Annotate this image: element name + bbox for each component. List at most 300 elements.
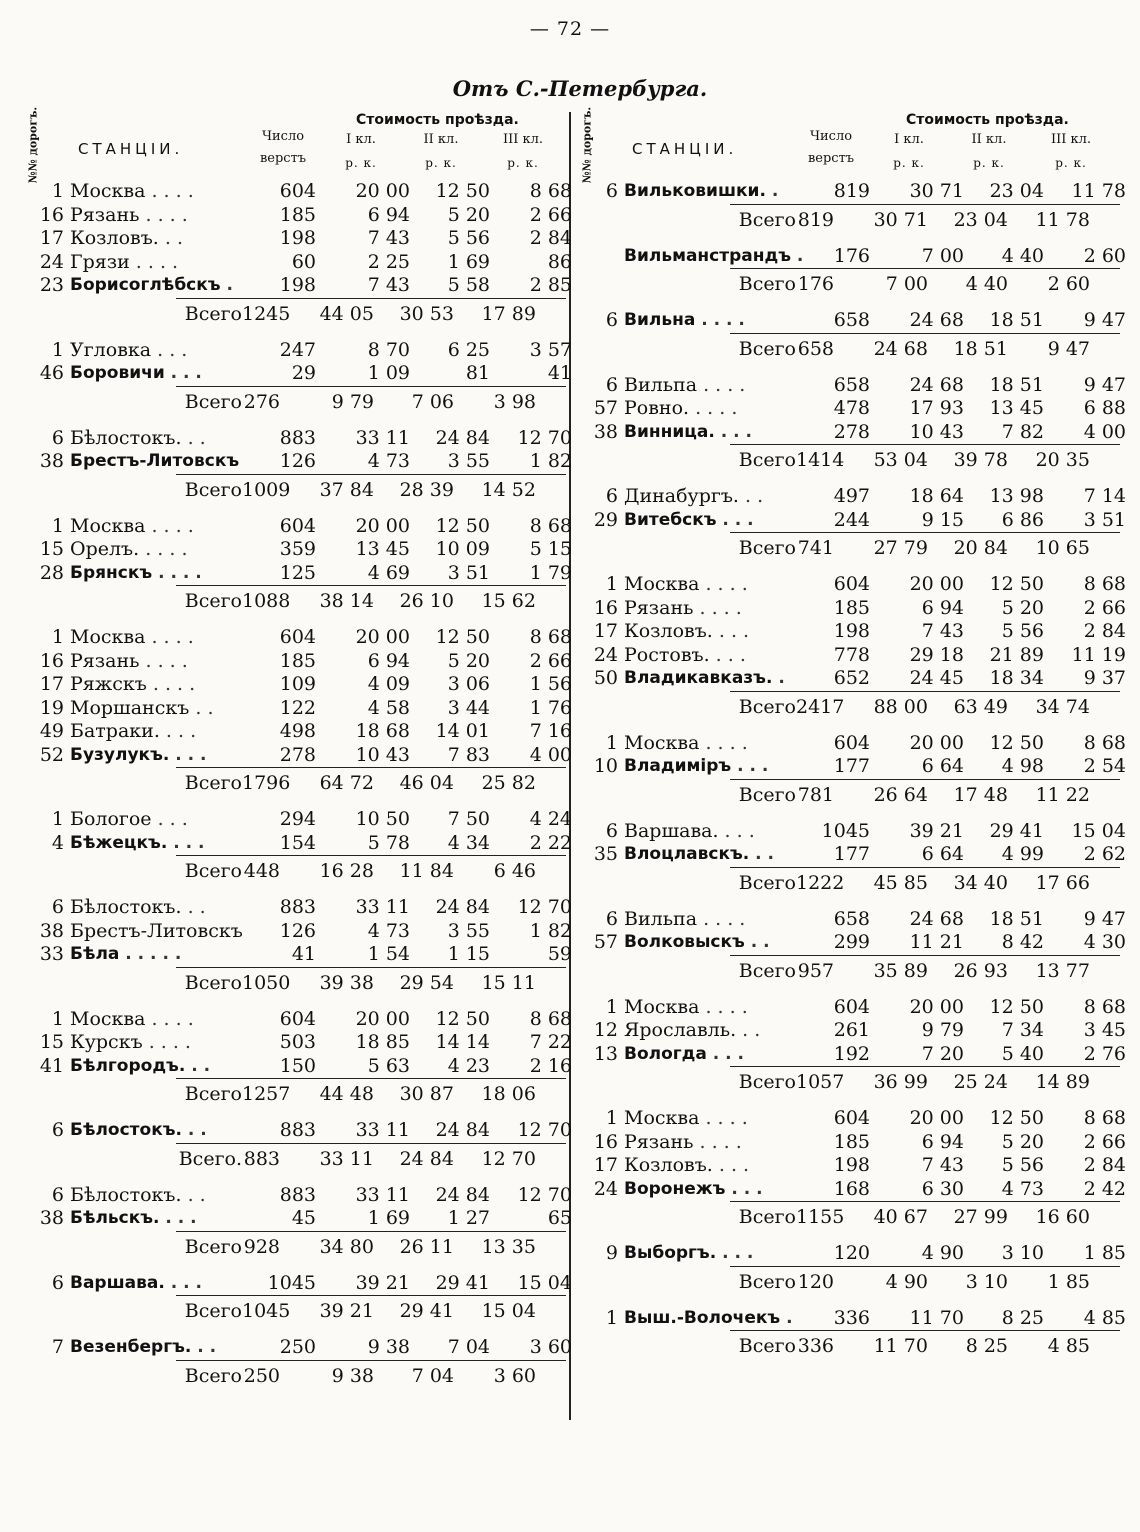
table-row	[26, 1207, 572, 1231]
leader-dots: . .	[185, 1055, 211, 1076]
total-class2: 29 54	[399, 971, 454, 994]
class3-fare: 7 22	[529, 1031, 572, 1053]
leader-dots: . . . .	[139, 649, 188, 672]
total-row	[730, 444, 1120, 473]
class3-fare: 7 14	[1083, 485, 1126, 507]
table-row	[580, 667, 1126, 691]
station-name-text: Рязань	[624, 1130, 694, 1153]
station-name-text: Козловъ.	[70, 227, 159, 249]
route-group	[580, 907, 1126, 984]
versts-value: 604	[833, 731, 870, 754]
class2-fare: 3 55	[447, 450, 490, 472]
road-number: 17	[39, 227, 64, 249]
total-row	[730, 691, 1120, 720]
total-versts: 928	[243, 1235, 280, 1258]
route-group	[580, 180, 1126, 233]
total-label: Всего	[738, 783, 796, 806]
table-row	[580, 1177, 1126, 1202]
versts-value: 604	[279, 514, 316, 537]
station-name-text: Курскъ	[70, 1031, 143, 1053]
road-number: 17	[39, 673, 64, 695]
station-name	[70, 1031, 252, 1055]
total-versts: 120	[797, 1270, 834, 1293]
versts-value: 126	[279, 450, 316, 472]
station-name	[70, 362, 252, 386]
versts-value: 41	[291, 943, 316, 965]
total-class2: 39 78	[953, 449, 1008, 471]
class1-fare: 6 94	[367, 649, 410, 672]
leader-dots: . .	[181, 1183, 206, 1206]
class2-fare: 5 20	[1001, 1130, 1044, 1153]
class1-fare: 4 09	[367, 673, 410, 695]
table-row	[580, 573, 1126, 597]
versts-value: 29	[291, 362, 316, 384]
road-number: 38	[39, 919, 64, 942]
class2-fare: 7 50	[447, 808, 490, 830]
class1-fare: 1 69	[367, 1207, 410, 1229]
class2-fare: 3 51	[447, 561, 490, 584]
class2-fare: 12 50	[435, 626, 490, 648]
leader-dots: .	[765, 181, 779, 201]
class3-fare: 9 47	[1083, 907, 1126, 930]
station-name-text: Динабургъ.	[624, 485, 739, 507]
total-row	[176, 767, 566, 796]
total-class3: 1 85	[1047, 1270, 1090, 1293]
class3-fare: 2 84	[529, 227, 572, 249]
station-name	[70, 274, 252, 298]
total-class2: 4 40	[965, 273, 1008, 295]
class1-fare: 20 00	[355, 1007, 410, 1030]
total-versts: 336	[797, 1335, 834, 1357]
station-name-text: Ровно.	[624, 397, 690, 419]
station-name-text: Бѣла	[70, 944, 120, 964]
leader-dots: . . .	[164, 1272, 202, 1293]
leader-dots: . .	[181, 1120, 207, 1140]
station-name	[70, 562, 252, 586]
class3-fare: 8 68	[529, 626, 572, 648]
station-name	[70, 650, 252, 674]
class1-fare: 7 43	[367, 274, 410, 296]
total-label: Всего.	[178, 1147, 242, 1170]
class3-fare: 65	[547, 1207, 572, 1229]
class1-fare: 6 64	[921, 843, 964, 865]
class1-fare: 39 21	[355, 1271, 410, 1294]
cost-header: Стоимость проѣзда.	[356, 112, 519, 128]
total-versts: 1414	[796, 449, 845, 471]
table-row	[26, 696, 572, 721]
road-number: 1	[51, 1007, 64, 1030]
total-class3: 13 77	[1035, 959, 1090, 982]
route-group	[580, 1107, 1126, 1230]
road-number: 52	[39, 743, 64, 766]
class3-fare: 2 85	[529, 274, 572, 296]
leader-dots: . . .	[709, 643, 746, 666]
leader-dots: . .	[191, 1337, 217, 1357]
leader-dots: . . .	[725, 1178, 763, 1199]
table-row	[580, 420, 1126, 445]
station-name-text: Бѣльскъ.	[70, 1208, 160, 1228]
road-number: 29	[593, 508, 618, 531]
total-class2: 8 25	[965, 1335, 1008, 1357]
class1-fare: 18 85	[355, 1031, 410, 1053]
class2-fare: 13 98	[989, 485, 1044, 507]
total-class3: 4 85	[1047, 1335, 1090, 1357]
road-number: 41	[39, 1054, 64, 1077]
leader-dots: . .	[181, 896, 206, 918]
road-number: 1	[605, 731, 618, 754]
leader-dots: . . . .	[693, 596, 742, 619]
leader-dots: .	[772, 668, 785, 688]
versts-value: 125	[279, 561, 316, 584]
station-name	[70, 427, 252, 451]
road-number: 1	[51, 626, 64, 648]
class1-fare: 18 68	[355, 720, 410, 742]
versts-value: 604	[833, 573, 870, 595]
station-name-text: Рязань	[70, 649, 140, 672]
rk-header: р. к.	[893, 156, 925, 170]
table-row	[26, 1007, 572, 1032]
leader-dots: .	[791, 245, 804, 266]
leader-dots: . . .	[731, 756, 769, 776]
total-class2: 18 51	[953, 337, 1008, 360]
total-class3: 12 70	[481, 1147, 536, 1170]
class3-fare: 2 66	[1083, 1130, 1126, 1153]
total-class1: 27 79	[873, 537, 928, 559]
table-row	[580, 755, 1126, 779]
table-row	[580, 397, 1126, 421]
station-name-text: Везенбергъ.	[70, 1337, 192, 1357]
station-name	[624, 908, 812, 932]
total-class2: 34 40	[953, 871, 1008, 894]
class2-fare: 12 50	[989, 573, 1044, 595]
table-row	[580, 1130, 1126, 1155]
station-name-text: Варшава.	[70, 1272, 165, 1293]
table-row	[26, 250, 572, 275]
station-name	[624, 996, 812, 1020]
class3-fare: 86	[547, 250, 572, 273]
versts-value: 604	[279, 1007, 316, 1030]
station-name	[624, 667, 812, 691]
road-number	[580, 245, 624, 269]
leader-dots: . . . .	[699, 731, 748, 754]
station-name	[70, 808, 252, 832]
road-number: 49	[39, 720, 64, 742]
total-class1: 44 05	[319, 302, 374, 325]
station-name-text: Владикавказъ.	[624, 668, 773, 688]
class3-header: III кл.	[1050, 132, 1092, 147]
versts-value: 503	[279, 1031, 316, 1053]
leader-dots: . . .	[164, 363, 202, 383]
station-name-text: Ярославль.	[624, 1019, 737, 1041]
station-name-text: Варшава.	[624, 819, 719, 842]
table-row	[580, 1042, 1126, 1067]
station-name-text: Бѣлостокъ.	[70, 896, 182, 918]
station-name-text: Козловъ.	[624, 1154, 713, 1176]
table-row	[580, 843, 1126, 867]
table-row	[26, 561, 572, 586]
versts-value: 126	[279, 919, 316, 942]
versts-value: 250	[279, 1336, 316, 1358]
right-table-body	[580, 180, 1126, 1359]
route-group	[26, 426, 572, 503]
total-class3: 34 74	[1035, 695, 1090, 718]
class3-fare: 12 70	[517, 1119, 572, 1141]
class3-fare: 5 15	[529, 538, 572, 560]
class3-fare: 12 70	[517, 896, 572, 918]
road-number: 6	[605, 485, 618, 507]
total-class3: 16 60	[1035, 1206, 1090, 1228]
station-name-text: Выборгъ.	[624, 1243, 717, 1263]
road-number: 24	[593, 1177, 618, 1200]
class3-fare: 11 19	[1071, 643, 1126, 666]
class3-fare: 1 76	[529, 696, 572, 719]
right-table	[580, 106, 1126, 1371]
versts-value: 604	[833, 995, 870, 1018]
total-class3: 13 35	[481, 1235, 536, 1258]
road-number: 57	[593, 931, 618, 953]
station-name	[70, 515, 252, 539]
class1-fare: 6 94	[367, 203, 410, 226]
versts-value: 778	[833, 643, 870, 666]
road-number: 16	[39, 649, 64, 672]
total-versts: 1088	[242, 590, 291, 612]
total-class1: 34 80	[319, 1235, 374, 1258]
class2-fare: 1 15	[447, 943, 490, 965]
road-number: 1	[51, 338, 64, 361]
leader-dots: . . . .	[139, 538, 188, 560]
stations-header: СТАНЦІИ.	[78, 140, 184, 158]
leader-dots: . . . .	[699, 995, 748, 1018]
station-name-text: Рязань	[624, 596, 694, 619]
leader-dots: . . . .	[697, 373, 746, 396]
class1-fare: 7 20	[921, 1042, 964, 1065]
versts-value: 198	[833, 620, 870, 642]
class2-fare: 10 09	[435, 538, 490, 560]
route-group	[580, 731, 1126, 808]
table-row	[580, 373, 1126, 398]
total-class2: 28 39	[399, 478, 454, 501]
station-name-text: Вильна	[624, 310, 696, 330]
station-name-text: Москва	[624, 995, 700, 1018]
class2-fare: 14 14	[435, 1031, 490, 1053]
total-versts: 1009	[242, 478, 291, 501]
total-row	[176, 474, 566, 503]
class1-header: I кл.	[346, 132, 376, 147]
table-row	[580, 1107, 1126, 1131]
total-row	[730, 779, 1120, 808]
table-row	[26, 831, 572, 856]
versts-value: 658	[833, 907, 870, 930]
route-group	[580, 819, 1126, 896]
total-class1: 35 89	[873, 959, 928, 982]
table-row	[580, 309, 1126, 333]
versts-value: 604	[279, 180, 316, 202]
station-name	[624, 397, 812, 421]
rk-header: р. к.	[973, 156, 1005, 170]
station-name-text: Брестъ-Литовскъ	[70, 451, 240, 471]
total-class2: 29 41	[399, 1300, 454, 1322]
leader-dots: . . .	[151, 808, 188, 830]
total-label: Всего	[184, 1300, 242, 1322]
total-row	[730, 532, 1120, 561]
leader-dots: .	[220, 275, 233, 295]
station-name-text: Витебскъ	[624, 509, 717, 530]
station-name-text: Бѣлостокъ.	[70, 1183, 182, 1206]
total-row	[176, 1231, 566, 1260]
versts-value: 336	[833, 1306, 870, 1329]
station-name	[624, 509, 812, 533]
total-class3: 15 11	[481, 971, 536, 994]
versts-value: 45	[291, 1207, 316, 1229]
table-row	[26, 274, 572, 298]
class2-fare: 24 84	[435, 1183, 490, 1206]
class2-fare: 81	[465, 362, 490, 384]
station-name-text: Угловка	[70, 338, 152, 361]
class2-fare: 12 50	[435, 514, 490, 537]
total-class3: 14 89	[1035, 1071, 1090, 1093]
class1-fare: 6 30	[921, 1177, 964, 1200]
station-name	[70, 180, 252, 204]
class2-fare: 7 82	[1001, 420, 1044, 443]
total-label: Всего	[738, 959, 796, 982]
class3-fare: 2 66	[1083, 596, 1126, 619]
station-name	[70, 1184, 252, 1208]
class3-fare: 8 68	[529, 514, 572, 537]
leader-dots: . .	[744, 932, 770, 952]
road-number: 6	[51, 1183, 64, 1206]
total-class1: 53 04	[873, 449, 928, 471]
route-group	[26, 1007, 572, 1108]
station-name	[70, 744, 252, 768]
station-name	[624, 597, 812, 621]
road-number: 38	[593, 420, 618, 443]
class1-fare: 4 69	[367, 561, 410, 584]
total-label: Всего	[184, 590, 242, 612]
total-class2: 7 04	[411, 1364, 454, 1387]
total-label: Всего	[184, 860, 242, 882]
class1-fare: 7 43	[921, 1154, 964, 1176]
station-name-text: Бѣлостокъ.	[70, 1120, 182, 1140]
station-name-text: Рязань	[70, 203, 140, 226]
class2-fare: 3 44	[447, 696, 490, 719]
class2-fare: 5 20	[447, 203, 490, 226]
station-name-text: Москва	[70, 1007, 146, 1030]
station-name-text: Москва	[70, 626, 146, 648]
total-class1: 64 72	[319, 772, 374, 794]
versts-value: 120	[833, 1242, 870, 1264]
station-name	[70, 227, 252, 251]
leader-dots: . . .	[712, 1154, 750, 1176]
versts-value: 261	[833, 1019, 870, 1041]
class1-fare: 24 68	[909, 309, 964, 331]
road-number: 38	[39, 1207, 64, 1229]
table-row	[26, 227, 572, 251]
total-row	[730, 268, 1120, 297]
total-versts: 1257	[242, 1083, 291, 1105]
total-label: Всего	[738, 1270, 796, 1293]
table-row	[26, 943, 572, 967]
station-name	[624, 1043, 812, 1067]
total-versts: 781	[797, 783, 834, 806]
class3-fare: 2 76	[1083, 1042, 1126, 1065]
class1-fare: 20 00	[909, 995, 964, 1018]
table-row	[580, 819, 1126, 844]
class2-fare: 5 56	[447, 227, 490, 249]
station-name	[624, 421, 812, 445]
class2-fare: 8 42	[1001, 931, 1044, 953]
versts-value: 278	[833, 420, 870, 443]
leader-dots: . . . .	[689, 397, 738, 419]
versts-value: 883	[279, 1119, 316, 1141]
class1-fare: 33 11	[355, 1119, 410, 1141]
total-class3: 15 04	[481, 1300, 536, 1322]
station-name-text: Москва	[624, 731, 700, 754]
total-class2: 3 10	[965, 1270, 1008, 1293]
route-group	[580, 485, 1126, 561]
station-name	[70, 339, 252, 363]
leader-dots: . . .	[714, 421, 752, 442]
total-versts: 1245	[242, 302, 291, 325]
class3-fare: 6 88	[1083, 397, 1126, 419]
road-number: 6	[605, 819, 618, 842]
class3-fare: 9 37	[1083, 667, 1126, 689]
total-class1: 4 90	[885, 1270, 928, 1293]
total-class1: 44 48	[319, 1083, 374, 1105]
road-number: 23	[39, 274, 64, 296]
versts-value: 1045	[267, 1271, 316, 1294]
leader-dots: . . .	[712, 620, 750, 642]
leader-dots: . . . .	[693, 1130, 742, 1153]
class3-fare: 2 62	[1083, 843, 1126, 865]
class2-header: II кл.	[423, 132, 459, 147]
total-row	[176, 1143, 566, 1172]
leader-dots: . . . .	[699, 573, 748, 595]
route-group	[580, 573, 1126, 720]
station-name	[70, 1207, 252, 1231]
station-name-text: Ростовъ.	[624, 643, 710, 666]
table-row	[580, 485, 1126, 509]
total-versts: 2417	[796, 695, 845, 718]
total-versts: 250	[243, 1364, 280, 1387]
road-number: 19	[39, 696, 64, 719]
versts-value: 294	[279, 808, 316, 830]
station-name-text: Винница.	[624, 421, 715, 442]
class3-fare: 2 42	[1083, 1177, 1126, 1200]
leader-dots: . .	[738, 485, 764, 507]
class2-fare: 7 04	[447, 1336, 490, 1358]
total-class2: 7 06	[411, 390, 454, 413]
class1-fare: 30 71	[909, 180, 964, 202]
versts-value: 278	[279, 743, 316, 766]
versts-value: 185	[279, 649, 316, 672]
class2-fare: 7 83	[447, 743, 490, 766]
class1-fare: 9 38	[367, 1336, 410, 1358]
total-class2: 23 04	[953, 208, 1008, 231]
road-number: 6	[51, 1271, 64, 1294]
station-name-text: Выш.-Волочекъ	[624, 1307, 781, 1328]
stations-header: СТАНЦІИ.	[632, 140, 738, 158]
class2-fare: 29 41	[435, 1271, 490, 1294]
class3-fare: 4 24	[529, 808, 572, 830]
station-name	[624, 1107, 812, 1131]
class1-header: I кл.	[894, 132, 924, 147]
class1-fare: 5 78	[367, 831, 410, 854]
table-row	[580, 596, 1126, 621]
class2-fare: 21 89	[989, 643, 1044, 666]
total-class2: 26 93	[953, 959, 1008, 982]
total-versts: 1796	[242, 772, 291, 794]
total-class2: 17 48	[953, 783, 1008, 806]
